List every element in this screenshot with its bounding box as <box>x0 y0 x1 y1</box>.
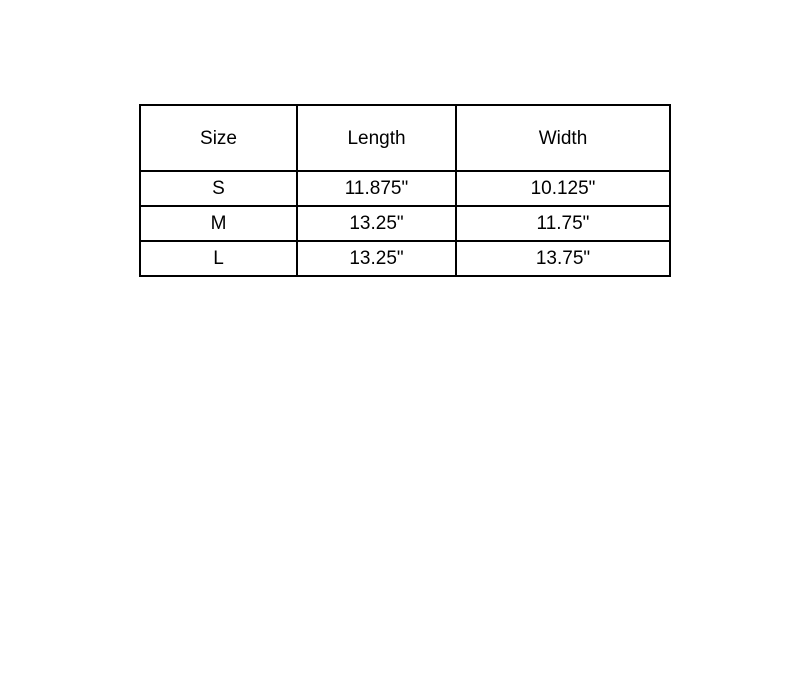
cell-length: 13.25" <box>297 241 456 276</box>
cell-size: L <box>140 241 297 276</box>
cell-size: S <box>140 171 297 206</box>
table-header-row <box>140 105 670 171</box>
column-header-width: Width <box>456 105 670 171</box>
cell-size: M <box>140 206 297 241</box>
table-body <box>140 171 670 276</box>
table-row <box>140 206 670 241</box>
table-header <box>140 105 670 171</box>
table-row <box>140 171 670 206</box>
cell-length: 11.875" <box>297 171 456 206</box>
cell-length: 13.25" <box>297 206 456 241</box>
table-row <box>140 241 670 276</box>
column-header-length: Length <box>297 105 456 171</box>
cell-width: 11.75" <box>456 206 670 241</box>
size-chart-container <box>139 104 669 277</box>
column-header-size: Size <box>140 105 297 171</box>
cell-width: 13.75" <box>456 241 670 276</box>
cell-width: 10.125" <box>456 171 670 206</box>
size-chart-table <box>139 104 671 277</box>
